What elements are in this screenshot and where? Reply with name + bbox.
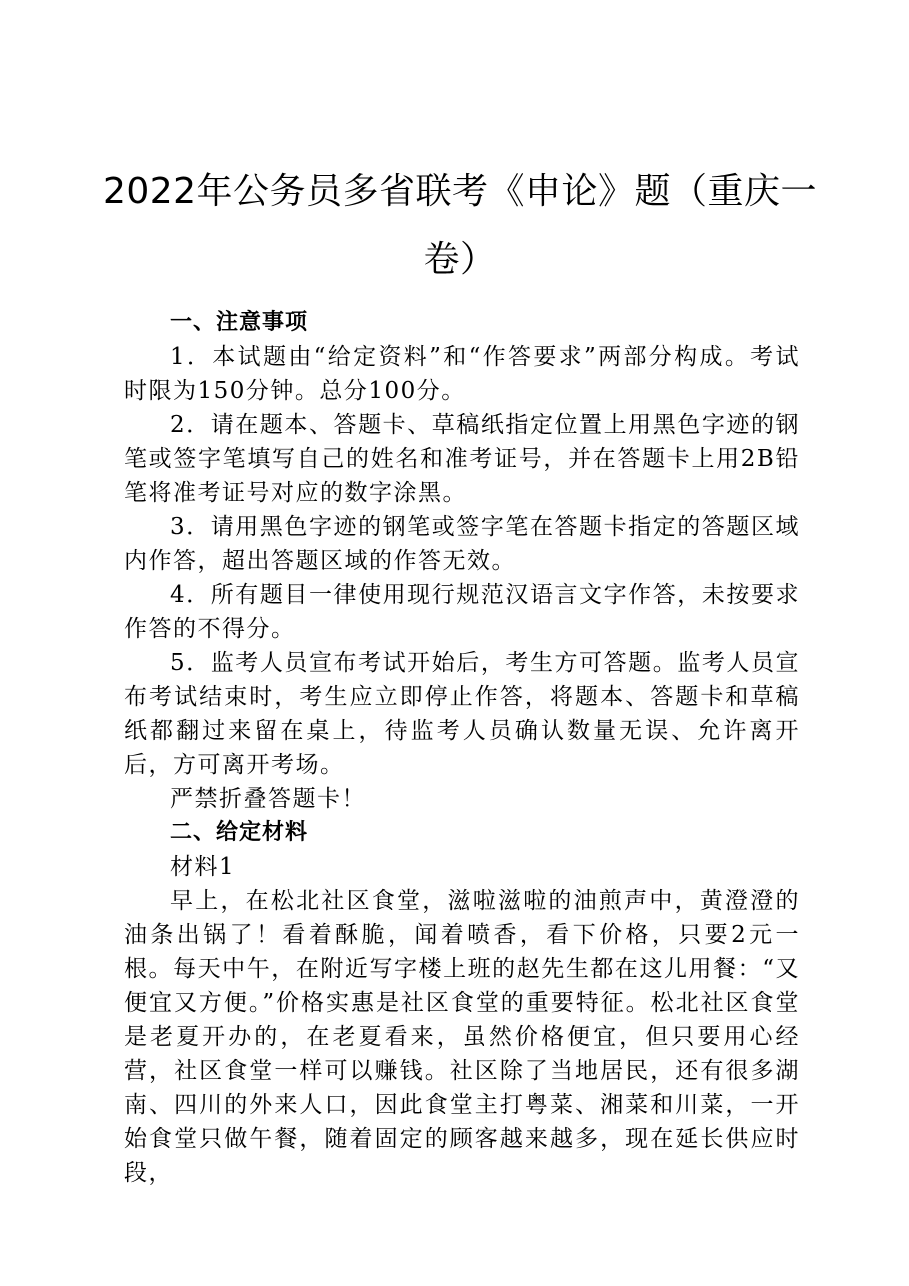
section-heading-notice: 一、注意事项 (170, 310, 309, 335)
notice-item-4: 4．所有题目一律使用现行规范汉语言文字作答，未按要求作答的不得分。 (124, 582, 800, 642)
material-1-paragraph: 早上，在松北社区食堂，滋啦滋啦的油煎声中，黄澄澄的油条出锅了！看着酥脆，闻着喷香，看下价格，只要2元一根。每天中午，在附近写字楼上班的赵先生都在这儿用餐：“又便宜又方便。”价格实惠是社区食堂的重要特征。松北社区食堂是老夏开办的，在老夏看来，虽然价格便宜，但只要用心经营，社区食堂一样可以赚钱。社区除了当地居民，还有很多湖南、四川的外来人口，因此食堂主打粤菜、湘菜和川菜，一开始食堂只做午餐，随着固定的顾客越来越多，现在延长供应时段， (124, 888, 800, 1186)
material-1-label: 材料1 (170, 854, 236, 880)
notice-item-3: 3．请用黑色字迹的钢笔或签字笔在答题卡指定的答题区域内作答，超出答题区域的作答无效。 (124, 514, 800, 574)
notice-item-2: 2．请在题本、答题卡、草稿纸指定位置上用黑色字迹的钢笔或签字笔填写自己的姓名和准考证号，并在答题卡上用2B铅笔将准考证号对应的数字涂黑。 (124, 412, 800, 506)
notice-item-1: 1．本试题由“给定资料”和“作答要求”两部分构成。考试时限为150分钟。总分100分。 (124, 344, 800, 404)
document-body (124, 306, 800, 1190)
section-heading-materials: 二、给定材料 (170, 820, 309, 845)
document-title: 2022年公务员多省联考《申论》题（重庆一卷） (102, 171, 818, 280)
notice-warning: 严禁折叠答题卡！ (170, 786, 366, 812)
notice-item-5: 5．监考人员宣布考试开始后，考生方可答题。监考人员宣布考试结束时，考生应立即停止作答，将题本、答题卡和草稿纸都翻过来留在桌上，待监考人员确认数量无误、允许离开后，方可离开考场。 (124, 650, 800, 778)
